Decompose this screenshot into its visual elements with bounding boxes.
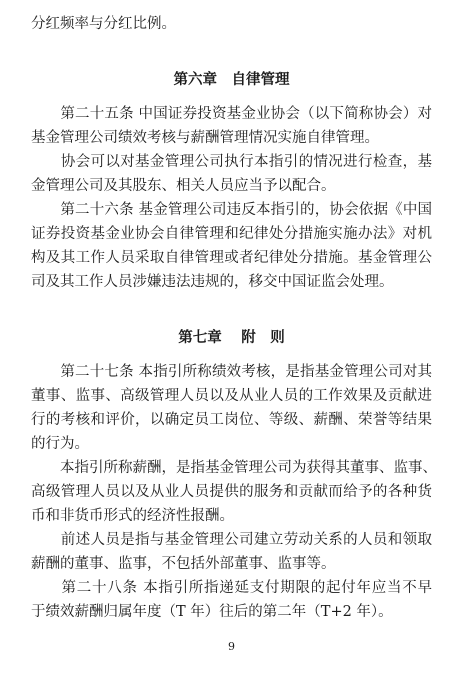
text-line: 董事、监事、高级管理人员以及从业人员的工作效果及贡献进	[31, 388, 432, 404]
text-line: 构及其工作人员采取自律管理或者纪律处分措施。基金管理公	[31, 250, 432, 266]
text-line: 薪酬的董事、监事，不包括外部董事、监事等。	[31, 556, 336, 572]
paragraph-line: 前述人员是指与基金管理公司建立劳动关系的人员和领取	[31, 532, 432, 548]
text-line: 证券投资基金业协会自律管理和纪律处分措施实施办法》对机	[31, 226, 432, 242]
paragraph-line: 协会可以对基金管理公司执行本指引的情况进行检查，基	[31, 154, 432, 170]
chapter-seven-heading: 第七章 附 则	[178, 330, 285, 346]
paragraph-line: 本指引所称薪酬，是指基金管理公司为获得其董事、监事、	[31, 460, 437, 476]
text-line: 金管理公司及其股东、相关人员应当予以配合。	[31, 178, 336, 194]
article-25-line: 第二十五条 中国证券投资基金业协会（以下简称协会）对	[31, 106, 432, 122]
text-line: 于绩效薪酬归属年度（T 年）往后的第二年（T+2 年）。	[31, 604, 393, 620]
text-line: 司及其工作人员涉嫌违法违规的，移交中国证监会处理。	[31, 274, 394, 290]
text-line: 的行为。	[31, 436, 89, 452]
page-number: 9	[228, 640, 235, 653]
article-27-line: 第二十七条 本指引所称绩效考核，是指基金管理公司对其	[31, 364, 432, 380]
text-line: 币和非货币形式的经济性报酬。	[31, 508, 234, 524]
text-line: 行的考核和评价，以确定员工岗位、等级、薪酬、荣誉等结果	[31, 412, 432, 428]
article-26-line: 第二十六条 基金管理公司违反本指引的，协会依据《中国	[31, 202, 432, 218]
text-line: 高级管理人员以及从业人员提供的服务和贡献而给予的各种货	[31, 484, 432, 500]
article-28-line: 第二十八条 本指引所指递延支付期限的起付年应当不早	[31, 580, 432, 596]
text-line: 分红频率与分红比例。	[31, 16, 176, 32]
text-line: 基金管理公司绩效考核与薪酬管理情况实施自律管理。	[31, 130, 379, 146]
chapter-six-heading: 第六章 自律管理	[173, 72, 290, 88]
